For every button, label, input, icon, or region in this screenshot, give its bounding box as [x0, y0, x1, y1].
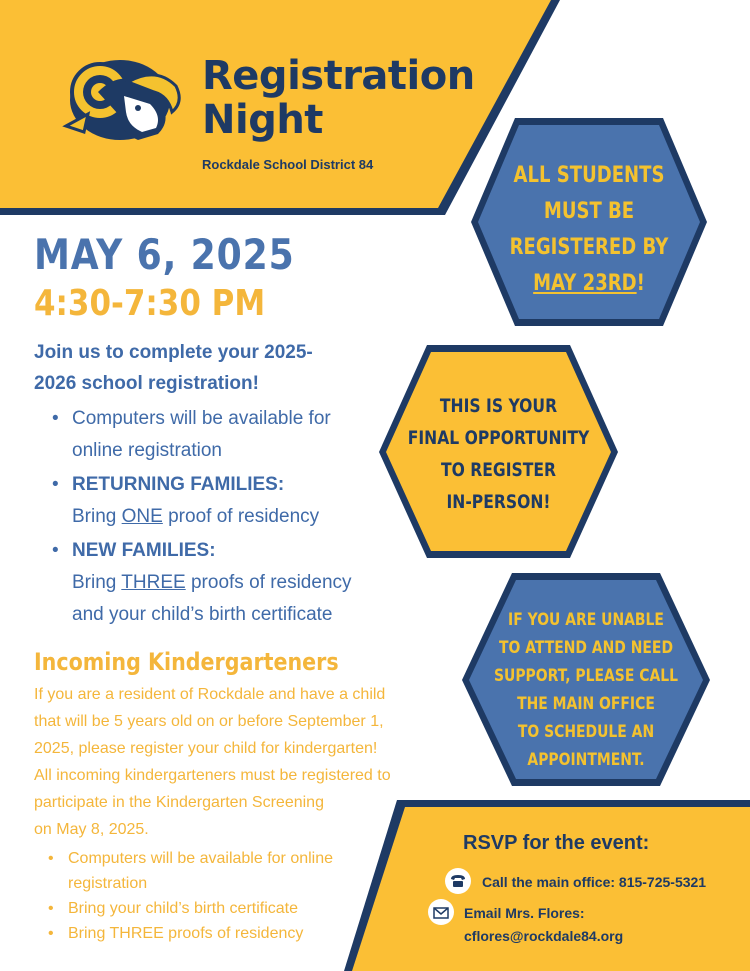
email-icon: [428, 899, 454, 925]
join-text: [34, 337, 394, 399]
underlined-count: THREE: [121, 572, 186, 593]
paragraph-line: participate in the Kindergarten Screening: [34, 794, 324, 811]
bullet-text: registration: [68, 875, 148, 892]
ram-logo-icon: [58, 52, 188, 147]
deadline-date: MAY 23RD: [533, 271, 637, 296]
returning-families-label: • RETURNING FAMILIES:: [72, 474, 285, 495]
paragraph-line: If you are a resident of Rockdale and have a child: [34, 686, 386, 703]
new-families-label: • NEW FAMILIES:: [72, 540, 216, 561]
rsvp-phone: Call the main office: 815-725-5321: [482, 874, 707, 890]
kindergarten-bullets: [34, 846, 414, 946]
deadline-hexagon-text: [492, 158, 686, 302]
rsvp-email-block: [464, 902, 623, 948]
event-time: 4:30-7:30 PM: [34, 283, 266, 324]
hex-line: FINAL OPPORTUNITY: [407, 427, 590, 449]
list-item: • Bring THREE proofs of residency: [34, 921, 414, 946]
hex-line: TO SCHEDULE AN: [517, 722, 655, 742]
underlined-count: ONE: [121, 506, 163, 527]
page-title: [202, 54, 475, 142]
email-label: Email Mrs. Flores:: [464, 905, 585, 921]
kindergarten-paragraph: [34, 681, 474, 843]
bullet-text-part: proofs of residency: [185, 572, 352, 593]
list-item: [34, 846, 414, 896]
list-item: • Bring your child’s birth certificate: [34, 896, 414, 921]
bullet-text-part: Bring: [72, 572, 122, 593]
email-icon-glyph: [428, 899, 454, 925]
join-line-1: Join us to complete your 2025-: [34, 342, 313, 363]
district-name: Rockdale School District 84: [202, 157, 374, 172]
paragraph-line: on May 8, 2025.: [34, 821, 149, 838]
title-line-1: Registration: [202, 53, 475, 99]
paragraph-line: that will be 5 years old on or before September 1,: [34, 713, 384, 730]
hex-line: TO REGISTER: [440, 459, 557, 481]
bullet-text: [72, 501, 424, 533]
email-address: cflores@rockdale84.org: [464, 928, 624, 944]
phone-icon-glyph: [445, 868, 471, 894]
join-line-2: 2026 school registration!: [34, 373, 259, 394]
bullet-text: and your child’s birth certificate: [72, 604, 333, 625]
bullet-text: online registration: [72, 440, 222, 461]
bullet-text: • Computers will be available for: [72, 408, 331, 429]
hex-line: APPOINTMENT.: [527, 750, 645, 770]
title-line-2: Night: [202, 97, 323, 143]
registration-bullets: [34, 403, 424, 631]
bullet-text-part: Bring: [72, 506, 122, 527]
list-item: [34, 403, 424, 467]
hex-line: [492, 266, 686, 302]
hex-line: ALL STUDENTS: [513, 163, 665, 188]
hex-line: MUST BE: [543, 199, 635, 224]
event-date: MAY 6, 2025: [34, 230, 295, 279]
bullet-text: • Computers will be available for online: [68, 850, 334, 867]
paragraph-line: 2025, please register your child for kindergarten!: [34, 740, 378, 757]
hex-line: THE MAIN OFFICE: [517, 694, 655, 714]
hex-line: REGISTERED BY: [509, 235, 669, 260]
hex-line: IN-PERSON!: [446, 491, 551, 513]
hex-line: IF YOU ARE UNABLE: [508, 610, 664, 630]
list-item: [34, 469, 424, 533]
list-item: [34, 535, 424, 631]
hex-line: THIS IS YOUR: [439, 395, 558, 417]
bullet-text: [72, 567, 424, 599]
rsvp-heading: RSVP for the event:: [463, 832, 650, 854]
paragraph-line: All incoming kindergarteners must be registered to: [34, 767, 391, 784]
kindergarten-heading: Incoming Kindergarteners: [34, 648, 339, 676]
bullet-text-part: proof of residency: [162, 506, 320, 527]
final-hexagon-text: [401, 390, 597, 518]
support-hexagon-text: [484, 606, 687, 774]
hex-line: SUPPORT, PLEASE CALL: [493, 666, 679, 686]
hex-line: TO ATTEND AND NEED: [498, 638, 674, 658]
phone-icon: [445, 868, 471, 894]
hex-line-part: !: [636, 271, 645, 296]
